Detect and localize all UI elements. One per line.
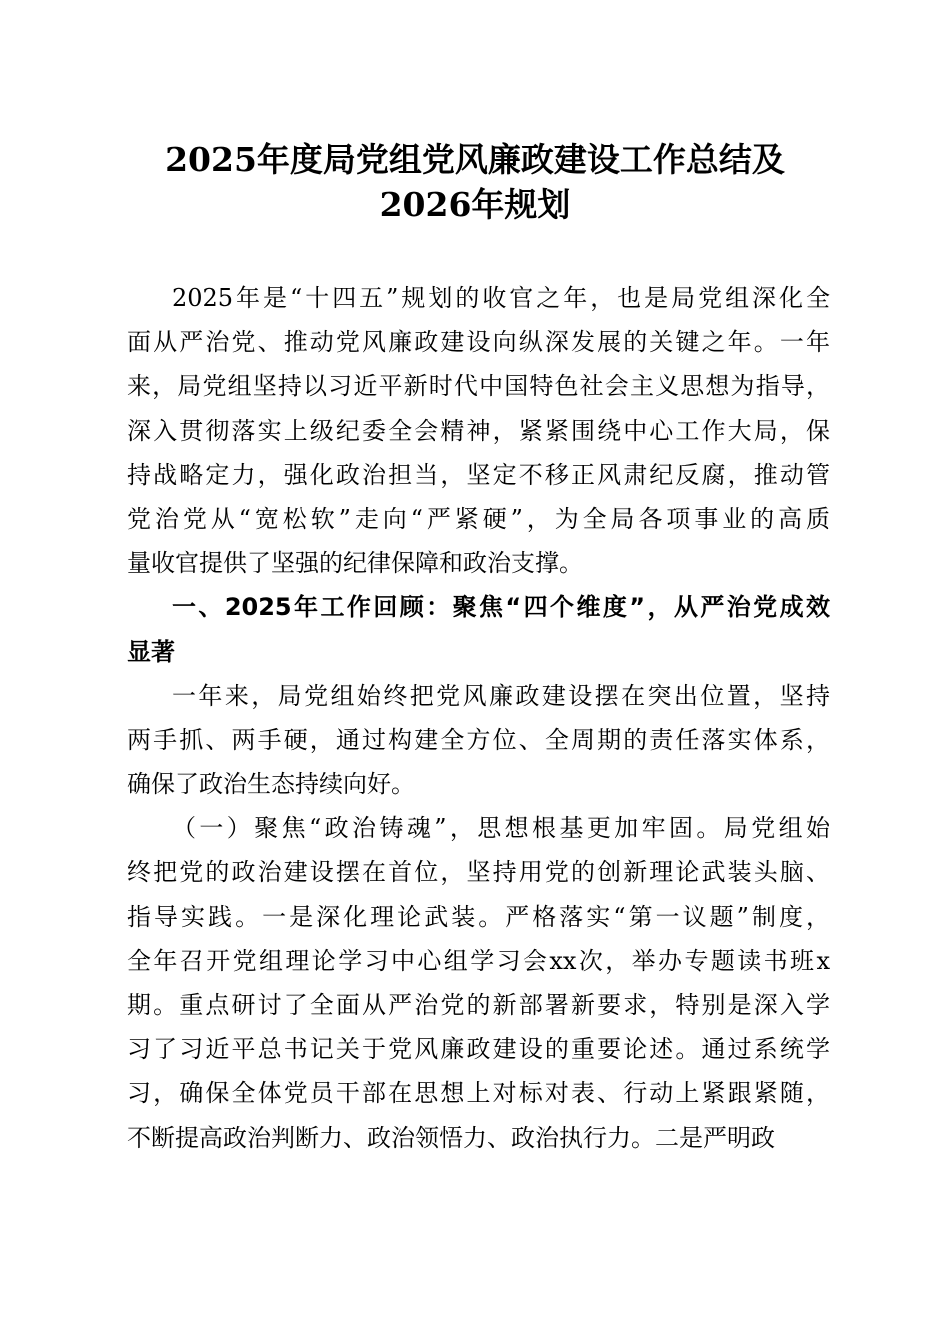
document-title-line-1: 2025年度局党组党风廉政建设工作总结及 [165, 140, 785, 179]
text-line: 终把党的政治建设摆在首位，坚持用党的创新理论武装头脑、 [127, 858, 830, 887]
text-line: 确保了政治生态持续向好。 [127, 770, 415, 799]
text-line: 来，局党组坚持以习近平新时代中国特色社会主义思想为指导， [127, 372, 830, 401]
text-line: 深入贯彻落实上级纪委全会精神，紧紧围绕中心工作大局，保 [127, 416, 830, 445]
text-line: 习了习近平总书记关于党风廉政建设的重要论述。通过系统学 [127, 1035, 830, 1064]
section-heading [127, 585, 830, 673]
text-line: 一、2025年工作回顾：聚焦“四个维度”，从严治党成效 [172, 593, 830, 622]
text-line: 2025年是“十四五”规划的收官之年，也是局党组深化全 [172, 284, 830, 312]
text-line: 量收官提供了坚强的纪律保障和政治支撑。 [127, 549, 583, 578]
text-line: （一）聚焦“政治铸魂”，思想根基更加牢固。局党组始 [172, 814, 830, 843]
paragraph [127, 276, 830, 585]
document-body [127, 276, 830, 1160]
text-line: 指导实践。一是深化理论武装。严格落实“第一议题”制度， [127, 902, 830, 931]
text-line: 全年召开党组理论学习中心组学习会xx次，举办专题读书班x [127, 946, 830, 975]
text-line: 面从严治党、推动党风廉政建设向纵深发展的关键之年。一年 [127, 328, 830, 357]
text-line: 持战略定力，强化政治担当，坚定不移正风肃纪反腐，推动管 [127, 460, 830, 489]
paragraph [127, 674, 830, 807]
text-line: 党治党从“宽松软”走向“严紧硬”，为全局各项事业的高质 [127, 504, 830, 533]
text-line: 期。重点研讨了全面从严治党的新部署新要求，特别是深入学 [127, 991, 830, 1019]
text-line: 两手抓、两手硬，通过构建全方位、全周期的责任落实体系， [127, 725, 830, 754]
text-line: 不断提高政治判断力、政治领悟力、政治执行力。二是严明政 [127, 1123, 775, 1152]
text-line: 显著 [127, 637, 175, 666]
text-line: 习，确保全体党员干部在思想上对标对表、行动上紧跟紧随， [127, 1079, 830, 1108]
text-line: 一年来，局党组始终把党风廉政建设摆在突出位置，坚持 [172, 681, 830, 710]
paragraph [127, 806, 830, 1160]
document-title-line-2: 2026年规划 [379, 185, 571, 224]
